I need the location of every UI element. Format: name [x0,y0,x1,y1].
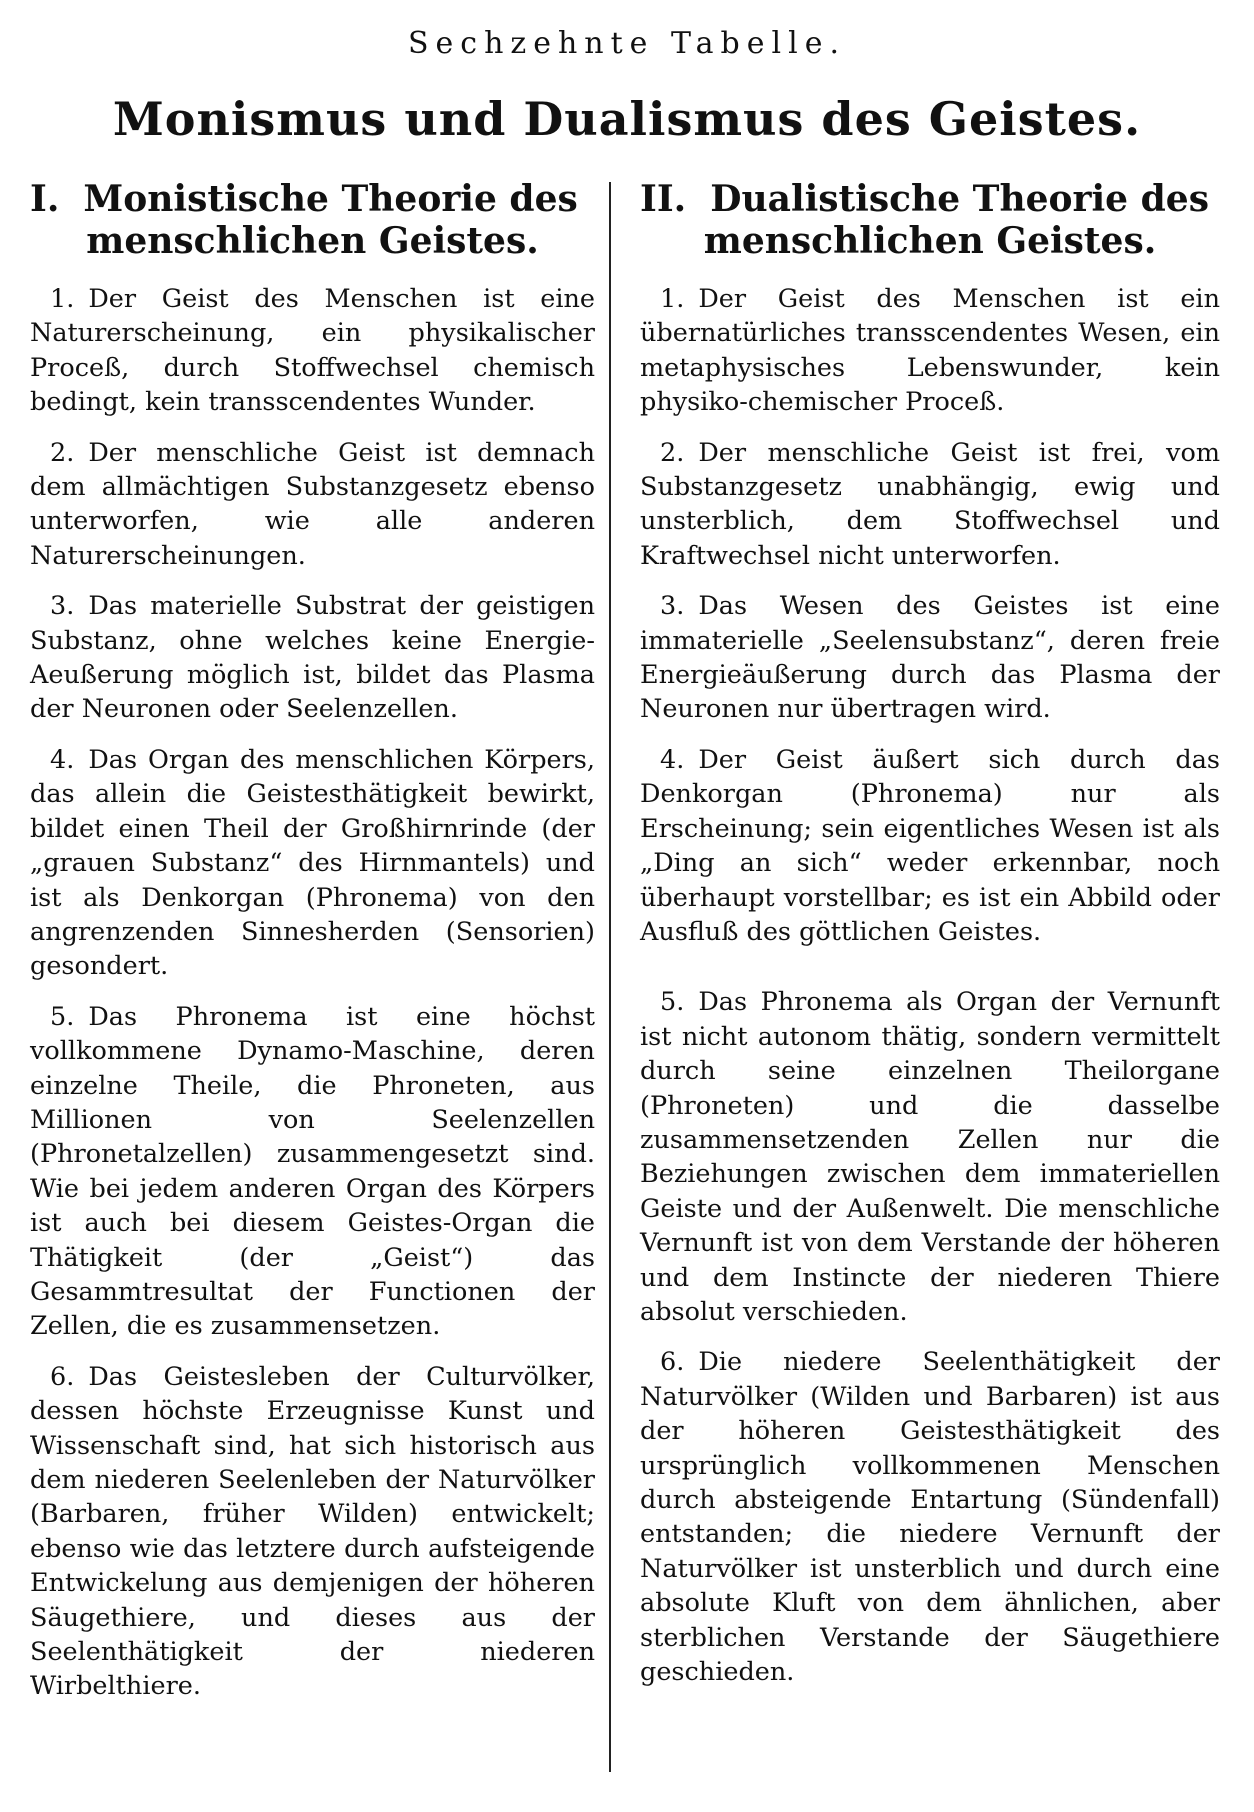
item-text: Der menschliche Geist ist frei, vom Substanzgesetz unabhängig, ewig und unsterblich, dem Stoffwechsel und Kraftwechsel nicht unterworfen. [640,437,1220,571]
dualistic-item-1 [640,282,1220,420]
dualistic-heading [640,178,1220,262]
monistic-heading-line1: Monistische Theorie des [83,178,578,220]
item-number: 5. [660,987,685,1018]
item-number: 2. [660,437,685,468]
monistic-item-3 [30,589,595,727]
item-number: 3. [660,591,685,622]
dualistic-item-2 [640,436,1220,574]
dualistic-column [640,178,1220,1705]
dualistic-item-3 [640,589,1220,727]
item-text: Der Geist des Menschen ist ein übernatürliches transscendentes Wesen, ein metaphysisches Lebenswunder, kein physiko-chemischer Proceß. [640,284,1220,418]
monistic-item-1 [30,282,595,420]
table-kicker: Sechzehnte Tabelle. [408,26,846,61]
item-number: 6. [660,1347,685,1378]
item-number: 6. [50,1361,75,1392]
item-number: 1. [50,284,75,314]
monistic-column [30,178,595,1720]
monistic-heading [30,178,595,262]
item-number: 3. [50,591,75,622]
column-divider [609,182,611,1772]
monistic-item-5 [30,1000,595,1344]
item-number: 4. [50,744,75,775]
item-text: Das Wesen des Geistes ist eine immaterielle „Seelensubstanz“, deren freie Energieäußerung durch das Plasma der Neuronen nur übertragen wird. [640,591,1220,725]
item-number: 4. [660,744,685,775]
item-text: Der Geist des Menschen ist eine Naturerscheinung, ein physikalischer Proceß, durch Stoffwechsel chemisch bedingt, kein transscendentes Wunder. [30,284,595,418]
item-text: Das Phronema ist eine höchst vollkommene Dynamo-Maschine, deren einzelne Theile, die Phroneten, aus Millionen von Seelenzellen (Phronetalzellen) zusammengesetzt sind. Wie bei jedem anderen Organ des Körpers ist auch bei diesem Geistes-Organ die Thätigkeit (der „Geist“) das Gesammtresultat der Functionen der Zellen, die es zusammensetzen. [30,1001,595,1342]
item-text: Das Geistesleben der Culturvölker, dessen höchste Erzeugnisse Kunst und Wissenschaft sind, hat sich historisch aus dem niederen Seelenleben der Naturvölker (Barbaren, früher Wilden) entwickelt; ebenso wie das letztere durch aufsteigende Entwickelung aus demjenigen der höheren Säugethiere, und dieses aus der Seelenthätigkeit der niederen Wirbelthiere. [30,1361,595,1702]
monistic-item-6 [30,1360,595,1704]
dualistic-item-4 [640,743,1220,949]
monistic-item-4 [30,743,595,984]
monistic-heading-line2: menschlichen Geistes. [86,220,539,262]
item-number: 2. [50,437,75,468]
item-text: Der menschliche Geist ist demnach dem allmächtigen Substanzgesetz ebenso unterworfen, wie alle anderen Naturerscheinungen. [30,437,595,571]
dualistic-item-6 [640,1345,1220,1689]
monistic-item-2 [30,436,595,574]
page-title: Monismus und Dualismus des Geistes. [112,92,1142,146]
dualistic-heading-line1: Dualistische Theorie des [710,178,1209,220]
item-text: Der Geist äußert sich durch das Denkorgan (Phronema) nur als Erscheinung; sein eigentliches Wesen ist als „Ding an sich“ weder erkennbar, noch überhaupt vorstellbar; es ist ein Abbild oder Ausfluß des göttlichen Geistes. [640,744,1220,947]
item-text: Das Organ des menschlichen Körpers, das allein die Geistesthätigkeit bewirkt, bildet einen Theil der Großhirnrinde (der „grauen Substanz“ des Hirnmantels) und ist als Denkorgan (Phronema) von den angrenzenden Sinnesherden (Sensorien) gesondert. [30,744,595,982]
dualistic-heading-number: II. [640,178,687,220]
monistic-heading-number: I. [30,178,60,220]
item-number: 5. [50,1001,75,1032]
dualistic-heading-line2: menschlichen Geistes. [703,220,1157,262]
item-text: Die niedere Seelenthätigkeit der Naturvölker (Wilden und Barbaren) ist aus der höheren Geistesthätigkeit des ursprünglich vollkommenen Menschen durch absteigende Entartung (Sündenfall) entstanden; die niedere Vernunft der Naturvölker ist unsterblich und durch eine absolute Kluft von dem ähnlichen, aber sterblichen Verstande der Säugethiere geschieden. [640,1347,1220,1688]
item-number: 1. [660,284,685,314]
item-text: Das materielle Substrat der geistigen Substanz, ohne welches keine Energie-Aeußerung möglich ist, bildet das Plasma der Neuronen oder Seelenzellen. [30,591,595,725]
item-text: Das Phronema als Organ der Vernunft ist nicht autonom thätig, sondern vermittelt durch seine einzelnen Theilorgane (Phroneten) und die dasselbe zusammensetzenden Zellen nur die Beziehungen zwischen dem immateriellen Geiste und der Außenwelt. Die menschliche Vernunft ist von dem Verstande der höheren und dem Instincte der niederen Thiere absolut verschieden. [640,987,1220,1327]
dualistic-item-5 [640,985,1220,1329]
